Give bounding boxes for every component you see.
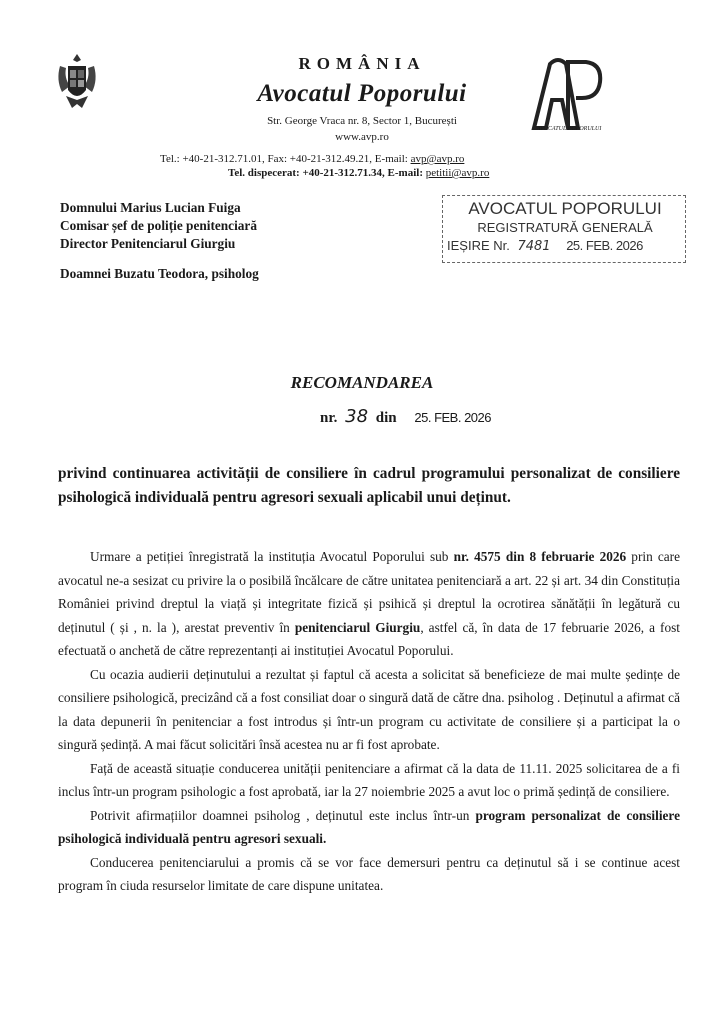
stamp-exit-number: 7481 — [517, 239, 551, 254]
document-number-line — [320, 406, 491, 427]
stamp-exit-label: IEȘIRE Nr. — [447, 238, 510, 253]
date-value: 25. FEB. 2026 — [414, 410, 492, 425]
ap-logo-caption: AVOCATUL POPORULUI — [536, 126, 602, 132]
paragraph-1: Urmare a petiției înregistrată la instituția Avocatul Poporului sub nr. 4575 din 8 februarie 2026 prin care avocatul ne-a sesizat cu privire la o posibilă încălcare de către unitatea penitenciară a art. 22 și art. 34 din Constituția României privind dreptul la viață și integritate fizică și psihică și dreptul la ocrotirea sănătății în legătură cu deținutul ( și , n. la ), arestat preventiv în penitenciarul Giurgiu, astfel că, în data de 17 februarie 2026, a fost efectuată o anchetă de către reprezentanți ai instituției Avocatul Poporului. — [58, 549, 681, 658]
contact-dispatch: Tel. dispecerat: +40-21-312.71.34, E-mail: — [228, 167, 426, 179]
addressee-second: Doamnei Buzatu Teodora, psiholog — [60, 266, 259, 281]
paragraph-5: Conducerea penitenciarului a promis că se vor face demersuri pentru ca deținutul să i se continue acest program în ciuda resurselor limitate de care dispune unitatea. — [58, 854, 680, 893]
stamp-exit-date: 25. FEB. 2026 — [566, 238, 643, 253]
number-label: nr. — [320, 410, 338, 426]
registry-stamp — [442, 195, 686, 263]
ap-logo-icon — [528, 54, 604, 134]
body-text — [58, 545, 680, 898]
contact-line-2 — [228, 167, 724, 179]
addressee-position: Director Penitenciarul Giurgiu — [60, 236, 236, 251]
document-subject: privind continuarea activității de consiliere în cadrul programului personalizat de consiliere psihologică individuală pentru agresori sexuali aplicabil unui deținut. — [58, 465, 680, 506]
email-link-avp[interactable]: avp@avp.ro — [410, 153, 465, 165]
paragraph-3: Față de această situație conducerea unității penitenciare a afirmat că la data de 11.11. 2025 solicitarea de a fi inclus într-un program psihologic a fost aprobată, iar la 27 noiembrie 2025 a avut loc o primă ședință de consiliere. — [58, 760, 680, 799]
header-website: www.avp.ro — [335, 131, 389, 143]
addressee-rank: Comisar șef de poliție penitenciară — [60, 218, 257, 233]
header-institution: Avocatul Poporului — [257, 80, 467, 107]
paragraph-4: Potrivit afirmațiilor doamnei psiholog , deținutul este inclus într-un program personalizat de consiliere psihologică individuală pentru agresori sexuali. — [58, 807, 680, 846]
document-title: RECOMANDAREA — [290, 373, 434, 392]
email-link-petitii[interactable]: petitii@avp.ro — [425, 167, 490, 179]
addressee-name: Domnului Marius Lucian Fuiga — [60, 200, 241, 215]
paragraph-2: Cu ocazia audierii deținutului a rezultat și faptul că acesta a solicitat să beneficieze de mai multe ședințe de consiliere psihologică, precizând că a fost consiliat doar o singură dată de către dna. psiholog . Deținutul a afirmat că la data depunerii în penitenciar a fost introdus și într-un program cu activitate de consiliere și a participat la o singură ședință. A mai făcut solicitări însă acestea nu ar fi fost aprobate. — [58, 666, 680, 752]
number-value: 38 — [345, 406, 369, 427]
contact-phone-fax: Tel.: +40-21-312.71.01, Fax: +40-21-312.49.21, E-mail: — [160, 153, 411, 165]
stamp-exit-line — [447, 238, 643, 254]
contact-line-1 — [160, 153, 720, 165]
header-country: ROMÂNIA — [298, 54, 426, 73]
header-address: Str. George Vraca nr. 8, Sector 1, București — [267, 115, 457, 127]
date-label: din — [375, 410, 397, 426]
stamp-registry: REGISTRATURĂ GENERALĂ — [477, 220, 653, 235]
stamp-title: AVOCATUL POPORULUI — [468, 199, 662, 218]
